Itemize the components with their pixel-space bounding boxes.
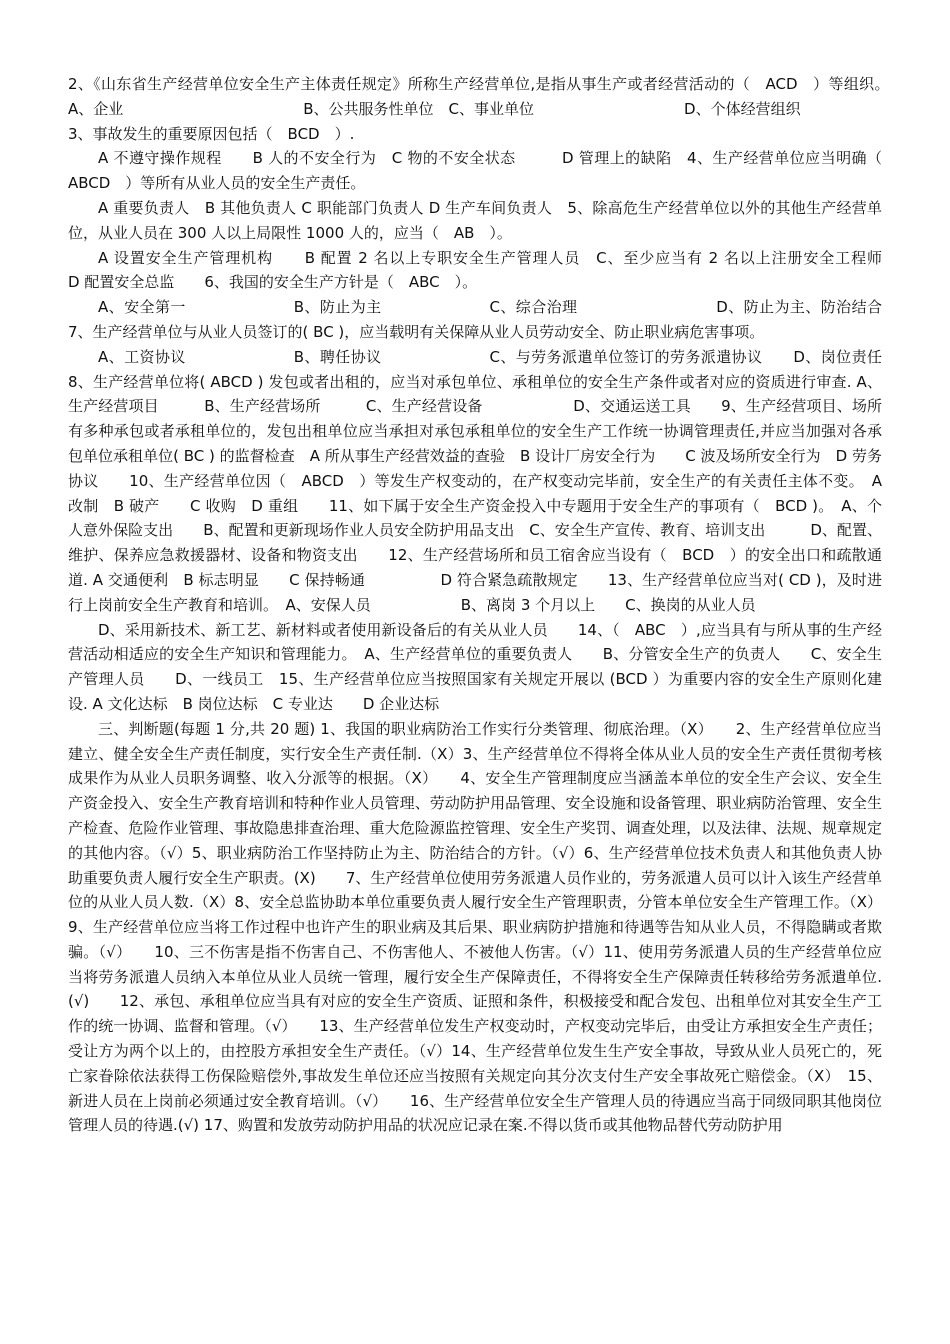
question-3-paragraph: 3、事故发生的重要原因包括（ BCD ）. <box>68 124 355 143</box>
judgement-questions-paragraph: 三、判断题(每题 1 分,共 20 题) 1、我国的职业病防治工作实行分类管理、彻底治理。（X） 2、生产经营单位应当建立、健全安全生产责任制度，实行安全生产责任制.（X）3、生产经营单位不得将全体从业人员的安全生产责任贯彻考核成果作为从业人员职务调整、收入分派等的根据。（X） 4、安全生产管理制度应当涵盖本单位的安全生产会议、安全生产资金投入、安全生产教育培训和特种作业人员管理、劳动防护用品管理、安全设施和设备管理、职业病防治管理、安全生产检查、危险作业管理、事故隐患排查治理、重大危险源监控管理、安全生产奖罚、调查处理，以及法律、法规、规章规定的其他内容。（√）5、职业病防治工作坚持防止为主、防治结合的方针。（√）6、生产经营单位技术负责人和其他负责人协助重要负责人履行安全生产职责。(X) 7、生产经营单位使用劳务派遣人员作业的，劳务派遣人员可以计入该生产经营单位的从业人员人数.（X）8、安全总监协助本单位重要负责人履行安全生产管理职责，分管本单位安全生产管理工作。（X）9、生产经营单位应当将工作过程中也许产生的职业病及其后果、职业病防护措施和待遇等告知从业人员，不得隐瞒或者欺骗。（√） 10、三不伤害是指不伤害自己、不伤害他人、不被他人伤害。（√）11、使用劳务派遣人员的生产经营单位应当将劳务派遣人员纳入本单位从业人员统一管理，履行安全生产保障责任，不得将安全生产保障责任转移给劳务派遣单位.(√) 12、承包、承租单位应当具有对应的安全生产资质、证照和条件，积极接受和配合发包、出租单位对其安全生产工作的统一协调、监督和管理。（√） 13、生产经营单位发生产权变动时，产权变动完毕后，由受让方承担安全生产责任；受让方为两个以上的，由控股方承担安全生产责任。（√）14、生产经营单位发生生产安全事故，导致从业人员死亡的，死亡家眷除依法获得工伤保险赔偿外,事故发生单位还应当按照有关规定向其分次支付生产安全事故死亡赔偿金。（X） 15、新进人员在上岗前必须通过安全教育培训。（√） 16、生产经营单位安全生产管理人员的待遇应当高于同级同职其他岗位管理人员的待遇.(√) 17、购置和发放劳动防护用品的状况应记录在案.不得以货币或其他物品替代劳动防护用 <box>68 719 882 1135</box>
question-13-to-15-paragraph: D、采用新技术、新工艺、新材料或者使用新设备后的有关从业人员 14、（ ABC ）,应当具有与所从事的生产经营活动相适应的安全生产知识和管理能力。 A、生产经营单位的重要负责人 B、分管安全生产的负责人 C、安全生产管理人员 D、一线员工 15、生产经营单位应当按照国家有关规定开展以 (BCD ）为重要内容的安全生产原则化建设. A 文化达标 B 岗位达标 C 专业达 D 企业达标 <box>68 620 882 713</box>
question-5-options-paragraph: A 设置安全生产管理机构 B 配置 2 名以上专职安全生产管理人员 C、至少应当有 2 名以上注册安全工程师 D 配置安全总监 6、我国的安全生产方针是（ ABC ）。 <box>68 248 943 292</box>
question-7-to-13-paragraph: A、工资协议 B、聘任协议 C、与劳务派遣单位签订的劳务派遣协议 D、岗位责任 8、生产经营单位将( ABCD ) 发包或者出租的，应当对承包单位、承租单位的安全生产条件或者对应的资质进行审查. A、生产经营项目 B、生产经营场所 C、生产经营设备 D、交通运送工具 9、生产经营项目、场所有多种承包或者承租单位的，发包出租单位应当承担对承包承租单位的安全生产工作统一协调管理责任,并应当加强对各承包单位承租单位( BC ) 的监督检查 A 所从事生产经营效益的查验 B 设计厂房安全行为 C 波及场所安全行为 D 劳务协议 10、生产经营单位因（ ABCD ）等发生产权变动的，在产权变动完毕前，安全生产的有关责任主体不变。 A 改制 B 破产 C 收购 D 重组 11、如下属于安全生产资金投入中专题用于安全生产的事项有（ BCD )。 A、个人意外保险支出 B、配置和更新现场作业人员安全防护用品支出 C、安全生产宣传、教育、培训支出 D、配置、维护、保养应急救援器材、设备和物资支出 12、生产经营场所和员工宿舍应当设有（ BCD ）的安全出口和疏散通道. A 交通便利 B 标志明显 C 保持畅通 D 符合紧急疏散规定 13、生产经营单位应当对( CD )，及时进行上岗前安全生产教育和培训。 A、安保人员 B、离岗 3 个月以上 C、换岗的从业人员 <box>68 347 913 614</box>
question-6-options-paragraph: A、安全第一 B、防止为主 C、综合治理 D、防止为主、防治结合 7、生产经营单位与从业人员签订的( BC )，应当载明有关保障从业人员劳动安全、防止职业病危害事项。 <box>68 298 913 341</box>
question-2-paragraph: 2、《山东省生产经营单位安全生产主体责任规定》所称生产经营单位,是指从事生产或者经营活动的（ ACD ）等组织。 A、企业 B、公共服务性单位 C、事业单位 D、个体经营组织 <box>68 75 913 118</box>
question-4-options-paragraph: A 重要负责人 B 其他负责人 C 职能部门负责人 D 生产车间负责人 5、除高危生产经营单位以外的其他生产经营单位，从业人员在 300 人以上局限性 1000 人的，应当（ AB ）。 <box>68 198 882 242</box>
question-3-options-paragraph: A 不遵守操作规程 B 人的不安全行为 C 物的不安全状态 D 管理上的缺陷 4、生产经营单位应当明确（ ABCD ）等所有从业人员的安全生产责任。 <box>68 149 898 193</box>
